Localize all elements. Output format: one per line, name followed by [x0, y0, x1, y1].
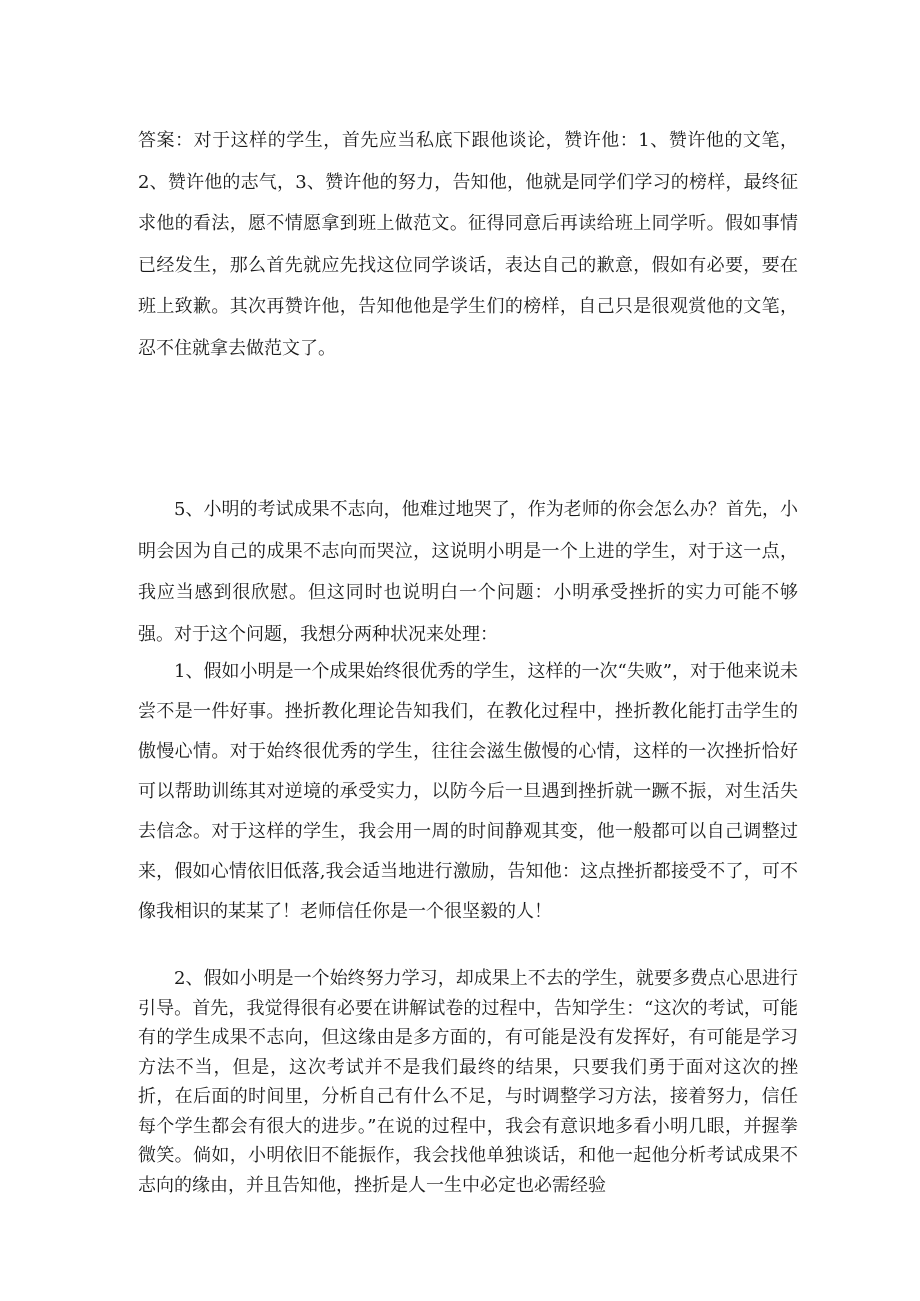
case-2-paragraph: 2、假如小明是一个始终努力学习，却成果上不去的学生，就要多费点心思进行引导。首先，我觉得很有必要在讲解试卷的过程中，告知学生：“这次的考试，可能有的学生成果不志向，但这缘由是多方面的，有可能是没有发挥好，有可能是学习方法不当，但是，这次考试并不是我们最终的结果，只要我们勇于面对这次的挫折，在后面的时间里，分析自己有什么不足，与时调整学习方法，接着努力，信任每个学生都会有很大的进步。”在说的过程中，我会有意识地多看小明几眼，并握拳微笑。倘如，小明依旧不能振作，我会找他单独谈话，和他一起他分析考试成果不志向的缘由，并且告知他，挫折是人一生中必定也必需经验: [138, 968, 798, 1196]
question-5-paragraph: 5、小明的考试成果不志向，他难过地哭了，作为老师的你会怎么办？首先，小明会因为自己的成果不志向而哭泣，这说明小明是一个上进的学生，对于这一点，我应当感到很欣慰。但这同时也说明白一个问题：小明承受挫折的实力可能不够强。对于这个问题，我想分两种状况来处理：: [138, 499, 798, 645]
case-1-paragraph: 1、假如小明是一个成果始终很优秀的学生，这样的一次“失败”，对于他来说未尝不是一件好事。挫折教化理论告知我们，在教化过程中，挫折教化能打击学生的傲慢心情。对于始终很优秀的学生，往往会滋生傲慢的心情，这样的一次挫折恰好可以帮助训练其对逆境的承受实力，以防今后一旦遇到挫折就一蹶不振，对生活失去信念。对于这样的学生，我会用一周的时间静观其变，他一般都可以自己调整过来，假如心情依旧低落,我会适当地进行激励，告知他：这点挫折都接受不了，可不像我相识的某某了！老师信任你是一个很坚毅的人！: [138, 661, 798, 922]
answer-paragraph: 答案：对于这样的学生，首先应当私底下跟他谈论，赞许他：1、赞许他的文笔，2、赞许他的志气，3、赞许他的努力，告知他，他就是同学们学习的榜样，最终征求他的看法，愿不情愿拿到班上做范文。征得同意后再读给班上同学听。假如事情已经发生，那么首先就应先找这位同学谈话，表达自己的歉意，假如有必要，要在班上致歉。其次再赞许他，告知他他是学生们的榜样，自己只是很观赏他的文笔，忍不住就拿去做范文了。: [138, 130, 798, 359]
